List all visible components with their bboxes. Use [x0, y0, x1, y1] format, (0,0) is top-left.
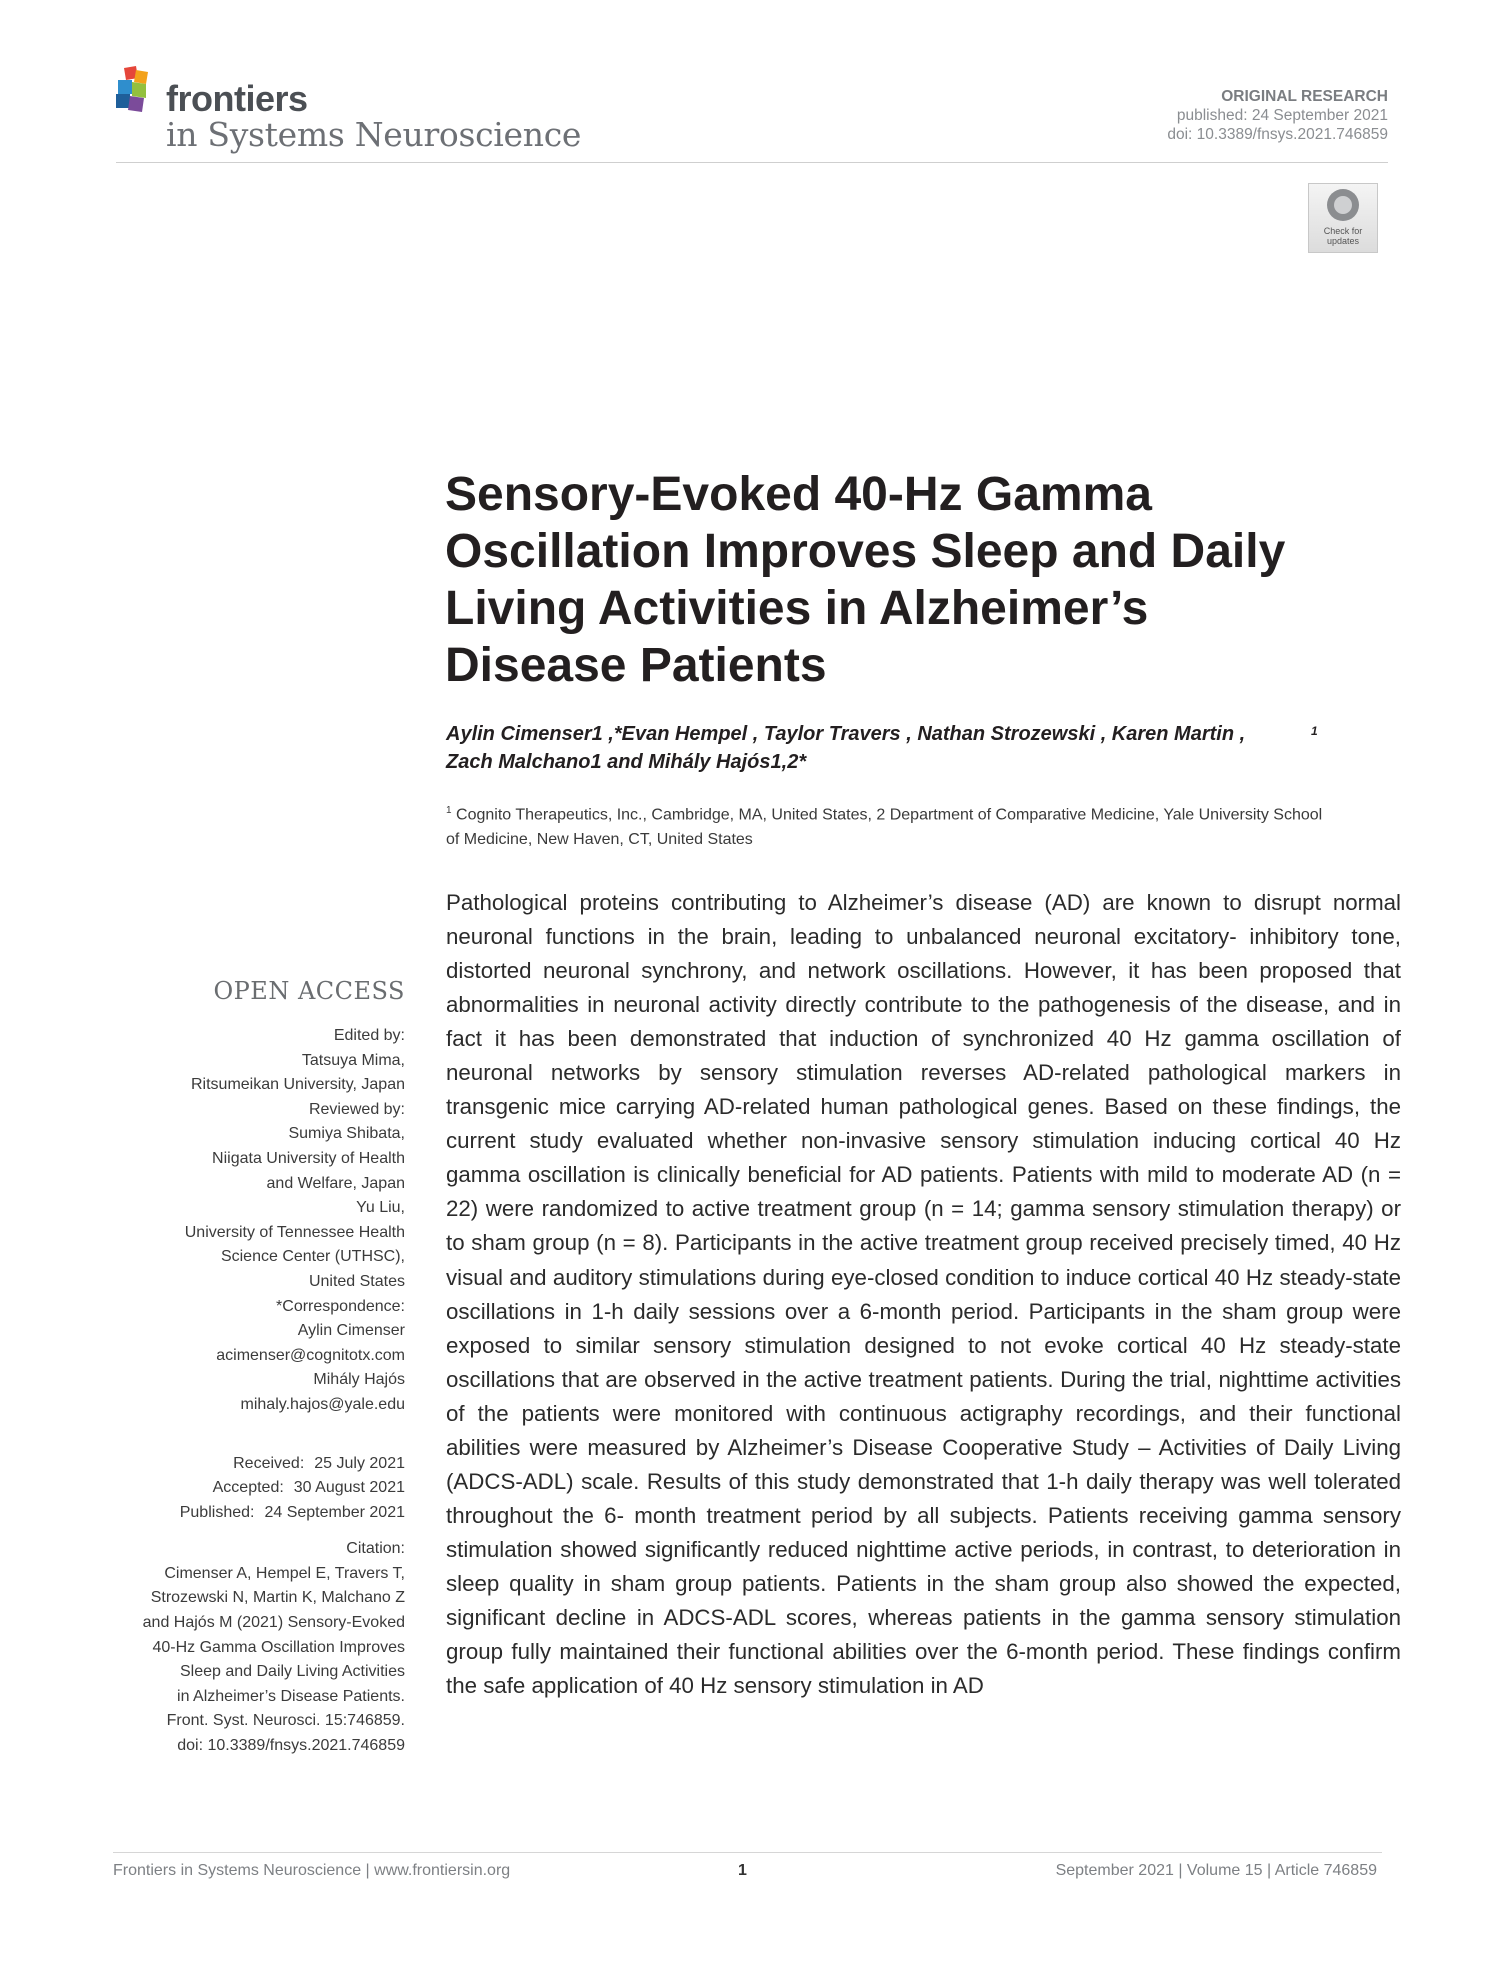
published-date: published: 24 September 2021: [1176, 107, 1388, 124]
article-title: [445, 466, 1385, 694]
citation-line: in Alzheimer’s Disease Patients.: [177, 1687, 405, 1705]
affiliation-sup: 1: [446, 805, 452, 816]
sidebar-line: Mihály Hajós: [313, 1371, 405, 1389]
open-access-label: OPEN ACCESS: [213, 977, 405, 1005]
sidebar-line: Sumiya Shibata,: [288, 1125, 405, 1143]
sidebar-line: Science Center (UTHSC),: [220, 1248, 405, 1266]
title-line: Sensory-Evoked 40-Hz Gamma: [445, 468, 1152, 521]
author-list: [446, 720, 1376, 776]
author-superscript: 1: [1311, 724, 1318, 738]
brand-name: frontiers: [166, 78, 308, 119]
footer-divider: [113, 1852, 1382, 1853]
sidebar-line: Yu Liu,: [356, 1199, 405, 1217]
affiliations: [446, 798, 1386, 852]
footer-issue: September 2021 | Volume 15 | Article 746859: [1055, 1862, 1377, 1879]
sidebar-line: Edited by:: [333, 1027, 405, 1044]
accepted-date: Accepted: 30 August 2021: [212, 1479, 405, 1497]
correspondence-email[interactable]: acimenser@cognitotx.com: [216, 1346, 405, 1364]
title-line: Disease Patients: [445, 639, 827, 692]
article-type: ORIGINAL RESEARCH: [1221, 88, 1388, 105]
correspondence-email[interactable]: mihaly.hajos@yale.edu: [240, 1395, 405, 1413]
sidebar-line: Reviewed by:: [308, 1100, 405, 1118]
affiliation-line: of Medicine, New Haven, CT, United States: [446, 831, 753, 849]
citation-doi[interactable]: doi: 10.3389/fnsys.2021.746859: [177, 1737, 405, 1755]
citation-line: and Hajós M (2021) Sensory-Evoked: [142, 1614, 405, 1632]
sidebar-line: Aylin Cimenser: [297, 1322, 405, 1340]
article-sidebar: [116, 976, 405, 1759]
page-number: 1: [738, 1862, 747, 1879]
authors-line: Aylin Cimenser1 ,*Evan Hempel , Taylor Travers , Nathan Strozewski , Karen Martin ,: [446, 723, 1246, 745]
published-date-sidebar: Published: 24 September 2021: [179, 1503, 405, 1521]
title-line: Living Activities in Alzheimer’s: [445, 582, 1149, 635]
sidebar-line: United States: [308, 1272, 405, 1290]
title-line: Oscillation Improves Sleep and Daily: [445, 525, 1286, 578]
citation-line: Strozewski N, Martin K, Malchano Z: [150, 1589, 405, 1607]
frontiers-logo-icon: [116, 66, 164, 122]
sidebar-line: and Welfare, Japan: [266, 1174, 405, 1192]
affiliation-line: Cognito Therapeutics, Inc., Cambridge, MA, United States, 2 Department of Comparative Medicine, Yale University School: [456, 806, 1323, 824]
citation-line: Sleep and Daily Living Activities: [179, 1663, 405, 1681]
sidebar-line: Ritsumeikan University, Japan: [190, 1076, 405, 1094]
journal-name: in Systems Neuroscience: [166, 115, 582, 154]
sidebar-line: Niigata University of Health: [212, 1149, 405, 1167]
header-divider: [116, 162, 1388, 163]
citation-line: Front. Syst. Neurosci. 15:746859.: [166, 1712, 405, 1730]
check-updates-label: Check for updates: [1323, 226, 1363, 246]
check-updates-icon: [1327, 189, 1359, 221]
check-for-updates-button[interactable]: [1308, 183, 1378, 253]
authors-line: Zach Malchano1 and Mihály Hajós1,2*: [446, 751, 807, 773]
citation-heading: Citation:: [346, 1540, 405, 1558]
citation-line: 40-Hz Gamma Oscillation Improves: [152, 1638, 405, 1656]
footer-journal: Frontiers in Systems Neuroscience | www.frontiersin.org: [113, 1862, 511, 1879]
article-meta: [1167, 87, 1388, 144]
sidebar-line: University of Tennessee Health: [184, 1223, 405, 1241]
citation-line: Cimenser A, Hempel E, Travers T,: [164, 1564, 405, 1582]
sidebar-line: Tatsuya Mima,: [301, 1051, 405, 1069]
received-date: Received: 25 July 2021: [233, 1454, 405, 1472]
abstract: Pathological proteins contributing to Alzheimer’s disease (AD) are known to disrupt normal neuronal functions in the brain, leading to unbalanced neuronal excitatory- inhibitory tone, distorted neuronal synchrony, and network oscillations. However, it has been proposed that abnormalities in neuronal activity directly contribute to the pathogenesis of the disease, and in fact it has been demonstrated that induction of synchronized 40 Hz gamma oscillation of neuronal networks by sensory stimulation reverses AD-related pathological markers in transgenic mice carrying AD-related human pathological genes. Based on these findings, the current study evaluated whether non-invasive sensory stimulation inducing cortical 40 Hz gamma oscillation is clinically beneficial for AD patients. Patients with mild to moderate AD (n = 22) were randomized to active treatment group (n = 14; gamma sensory stimulation therapy) or to sham group (n = 8). Participants in the active treatment group received precisely timed, 40 Hz visual and auditory stimulations during eye-closed condition to induce cortical 40 Hz steady-state oscillations in 1-h daily sessions over a 6-month period. Participants in the sham group were exposed to similar sensory stimulation designed to not evoke cortical 40 Hz steady-state oscillations that are observed in the active treatment patients. During the trial, nighttime activities of the patients were monitored with continuous actigraphy recordings, and their functional abilities were measured by Alzheimer’s Disease Cooperative Study – Activities of Daily Living (ADCS-ADL) scale. Results of this study demonstrated that 1-h daily therapy was well tolerated throughout the 6- month treatment period by all subjects. Patients receiving gamma sensory stimulation showed significantly reduced nighttime active periods, in contrast, to deterioration in sleep quality in sham group patients. Patients in the sham group also showed the expected, significant decline in ADCS-ADL scores, whereas patients in the gamma sensory stimulation group fully maintained their functional abilities over the 6-month period. These findings confirm the safe application of 40 Hz sensory stimulation in AD: [446, 890, 1401, 1699]
doi[interactable]: doi: 10.3389/fnsys.2021.746859: [1167, 126, 1388, 143]
sidebar-line: *Correspondence:: [276, 1297, 405, 1315]
